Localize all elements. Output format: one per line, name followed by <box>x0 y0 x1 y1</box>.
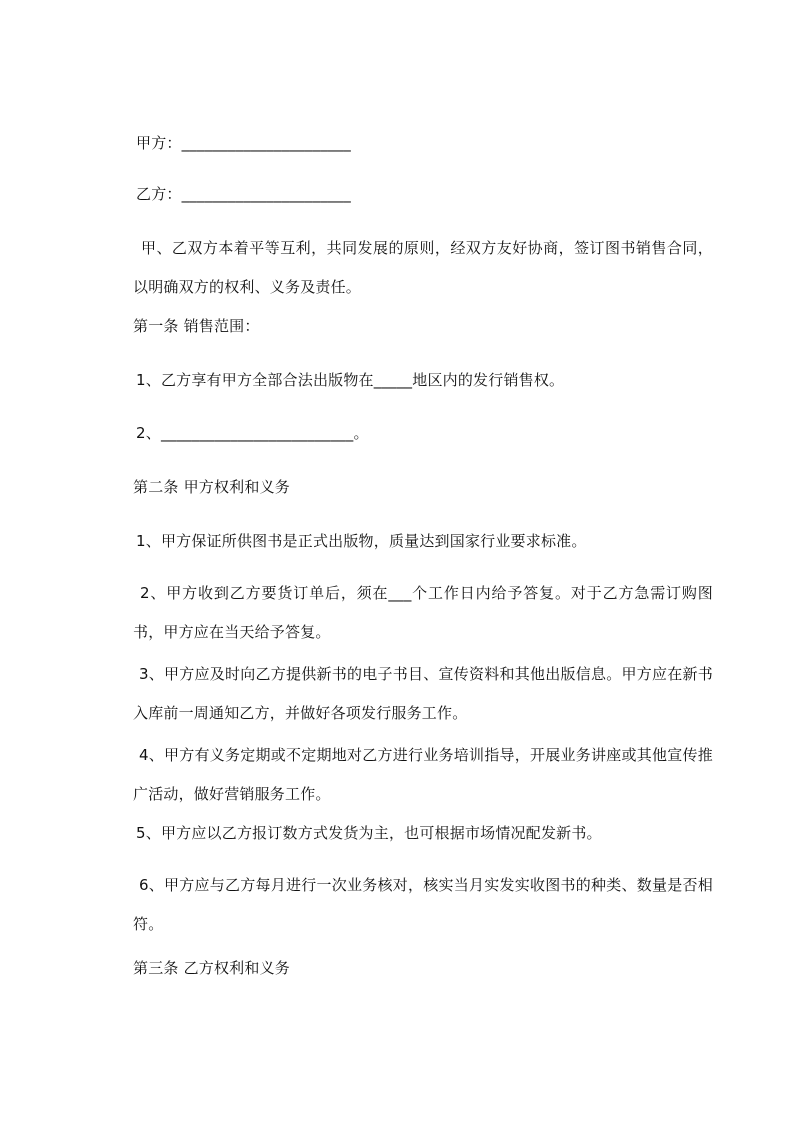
article-1-item-1: 1、乙方享有甲方全部合法出版物在_____地区内的发行销售权。 <box>136 371 565 389</box>
article-2-item-1: 1、甲方保证所供图书是正式出版物，质量达到国家行业要求标准。 <box>136 532 587 550</box>
article-2-item-4: 4、甲方有义务定期或不定期地对乙方进行业务培训指导，开展业务讲座或其他宣传推广活动，做好营销服务工作。 <box>133 746 713 803</box>
party-b-line: 乙方：______________________ <box>136 185 352 203</box>
article-2-item-6: 6、甲方应与乙方每月进行一次业务核对，核实当月实发实收图书的种类、数量是否相符。 <box>133 876 713 933</box>
article-1-item-2: 2、_________________________。 <box>136 424 369 442</box>
article-2-item-5: 5、甲方应以乙方报订数方式发货为主，也可根据市场情况配发新书。 <box>136 824 602 842</box>
article-2-item-3: 3、甲方应及时向乙方提供新书的电子书目、宣传资料和其他出版信息。甲方应在新书入库前一周通知乙方，并做好各项发行服务工作。 <box>133 665 713 722</box>
article-3-heading: 第三条 乙方权利和义务 <box>133 959 290 977</box>
article-2-item-2: 2、甲方收到乙方要货订单后，须在___个工作日内给予答复。对于乙方急需订购图书，甲方应在当天给予答复。 <box>133 584 713 641</box>
party-a-line: 甲方：______________________ <box>136 134 352 152</box>
article-1-heading: 第一条 销售范围： <box>133 317 260 335</box>
article-2-heading: 第二条 甲方权利和义务 <box>133 478 290 496</box>
preamble-paragraph: 甲、乙双方本着平等互利，共同发展的原则，经双方友好协商，签订图书销售合同，以明确双方的权利、义务及责任。 <box>133 239 713 296</box>
